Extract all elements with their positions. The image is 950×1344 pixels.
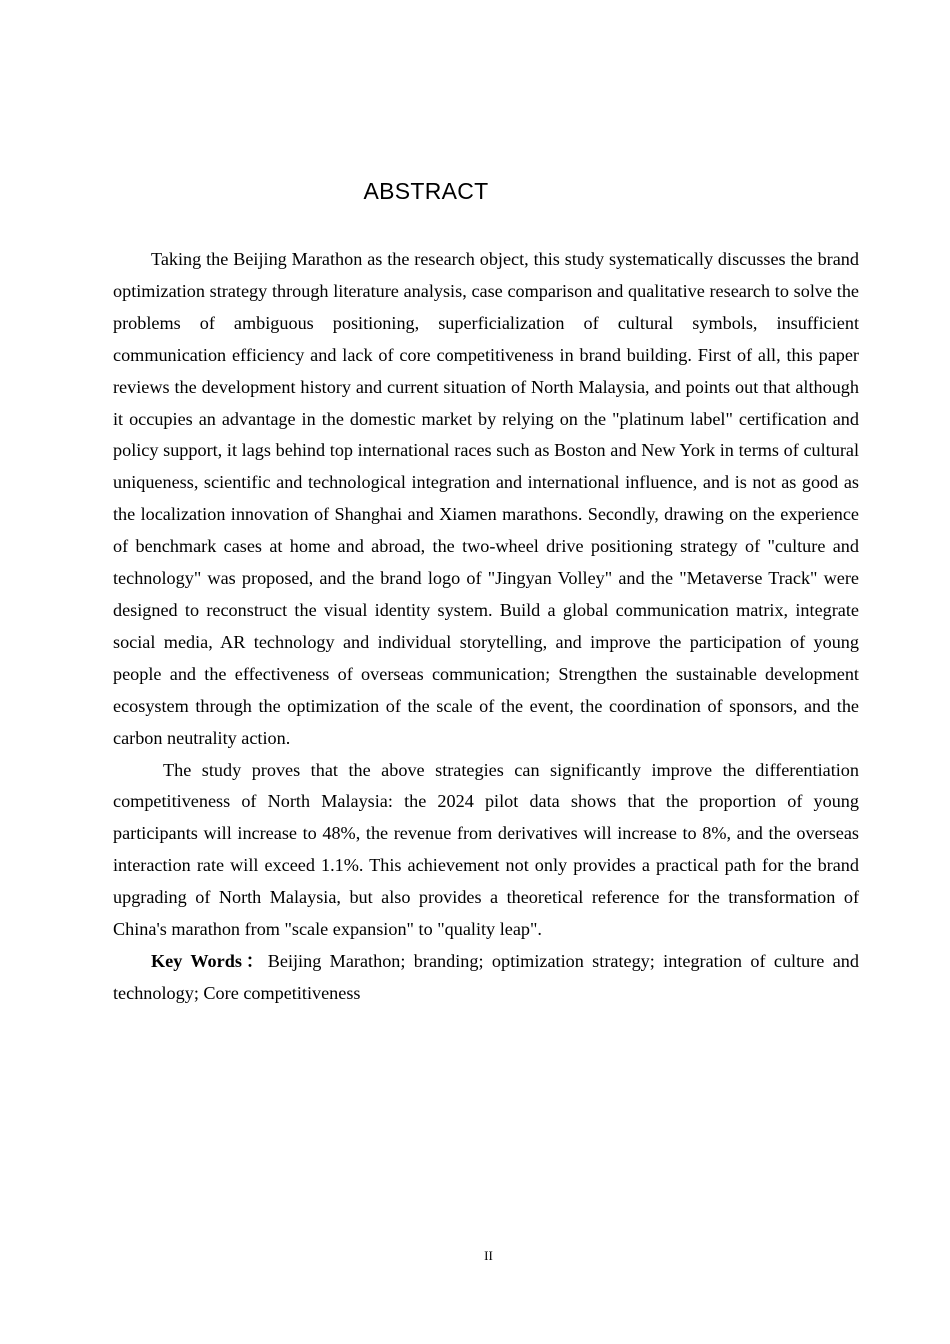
keywords-label: Key Words： [151,950,268,971]
keywords-paragraph [113,946,859,1010]
abstract-paragraph-2: The study proves that the above strategies can significantly improve the differentiation competitiveness of North Malaysia: the 2024 pilot data shows that the proportion of young participants will increase to 48%, the revenue from derivatives will increase to 8%, and the overseas interaction rate will exceed 1.1%. This achievement not only provides a practical path for the brand upgrading of North Malaysia, but also provides a theoretical reference for the transformation of China's marathon from "scale expansion" to "quality leap". [113,759,859,940]
abstract-title: ABSTRACT [363,178,489,204]
page-number: II [484,1248,493,1263]
abstract-paragraph-1: Taking the Beijing Marathon as the research object, this study systematically discusses the brand optimization strategy through literature analysis, case comparison and qualitative research to solve the problems of ambiguous positioning, superficialization of cultural symbols, insufficient communication efficiency and lack of core competitiveness in brand building. First of all, this paper reviews the development history and current situation of North Malaysia, and points out that although it occupies an advantage in the domestic market by relying on the "platinum label" certification and policy support, it lags behind top international races such as Boston and New York in terms of cultural uniqueness, scientific and technological integration and international influence, and is not as good as the localization innovation of Shanghai and Xiamen marathons. Secondly, drawing on the experience of benchmark cases at home and abroad, the two-wheel drive positioning strategy of "culture and technology" was proposed, and the brand logo of "Jingyan Volley" and the "Metaverse Track" were designed to reconstruct the visual identity system. Build a global communication matrix, integrate social media, AR technology and individual storytelling, and improve the participation of young people and the effectiveness of overseas communication; Strengthen the sustainable development ecosystem through the optimization of the scale of the event, the coordination of sponsors, and the carbon neutrality action. [113,249,859,748]
keywords-text: Beijing Marathon; branding; optimization strategy; integration of culture and technology; Core competitiveness [113,950,859,1003]
abstract-body [113,244,859,1010]
